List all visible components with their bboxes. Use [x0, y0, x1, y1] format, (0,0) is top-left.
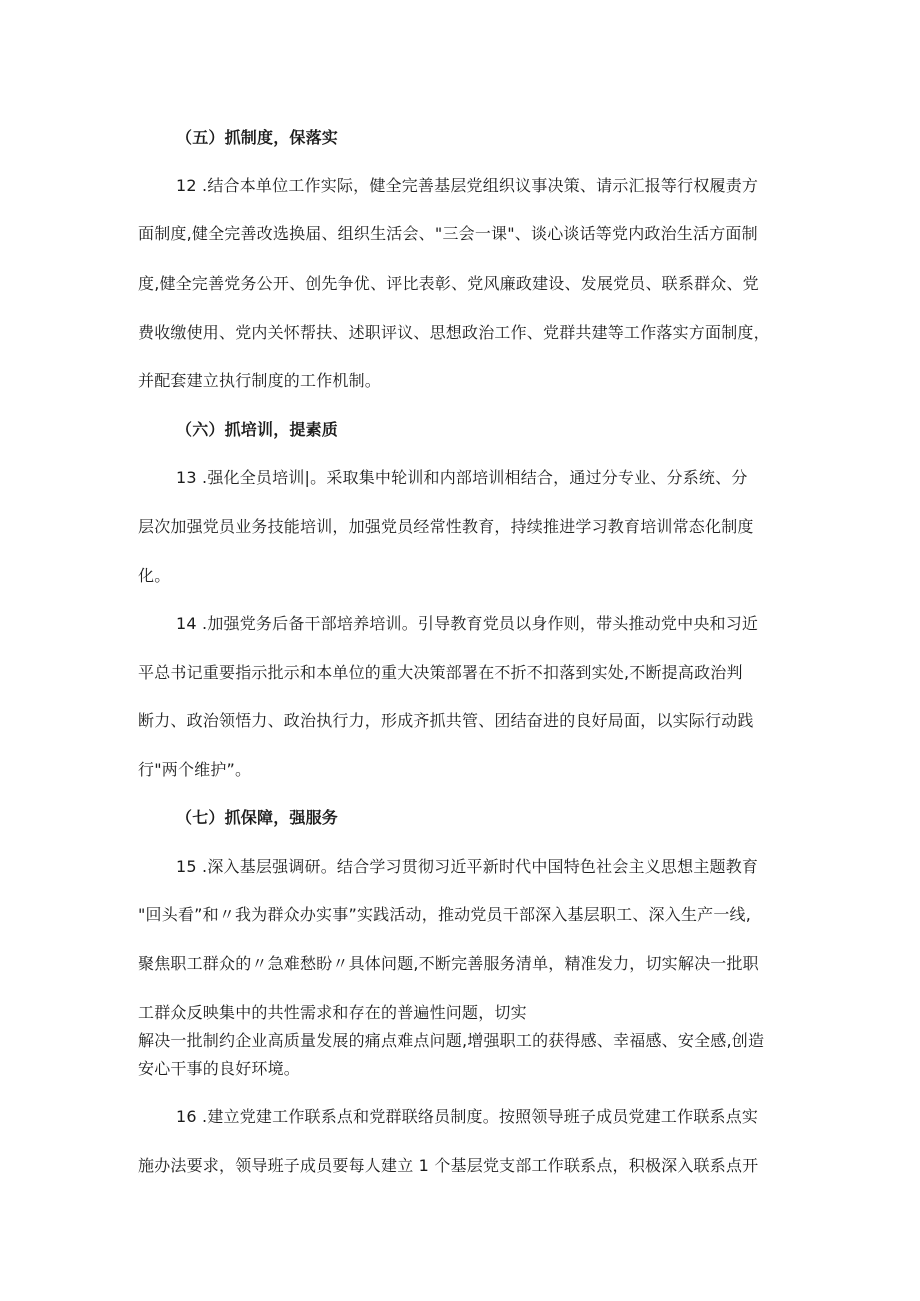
section-heading-6: （六）抓培训，提素质: [176, 420, 339, 439]
paragraph-13-line-2: 层次加强党员业务技能培训，加强党员经常性教育，持续推进学习教育培训常态化制度: [138, 517, 754, 536]
paragraph-15-line-1: 15 .深入基层强调研。结合学习贯彻习近平新时代中国特色社会主义思想主题教育: [176, 857, 759, 876]
paragraph-15-line-3: 聚焦职工群众的〃急难愁盼〃具体问题,不断完善服务清单，精准发力，切实解决一批职: [138, 954, 759, 973]
paragraph-14-line-1: 14 .加强党务后备干部培养培训。引导教育党员以身作则，带头推动党中央和习近: [176, 614, 759, 633]
paragraph-15-line-6: 安心干事的良好环境。: [138, 1059, 301, 1078]
paragraph-15-line-5: 解决一批制约企业高质量发展的痛点难点问题,增强职工的获得感、幸福感、安全感,创造: [138, 1031, 765, 1050]
paragraph-12-line-5: 并配套建立执行制度的工作机制。: [138, 371, 382, 390]
paragraph-15-line-2: "回头看”和〃我为群众办实事”实践活动，推动党员干部深入基层职工、深入生产一线,: [138, 905, 752, 924]
paragraph-12-line-4: 费收缴使用、党内关怀帮扶、述职评议、思想政治工作、党群共建等工作落实方面制度，: [138, 323, 770, 342]
paragraph-16-line-2: 施办法要求，领导班子成员要每人建立 1 个基层党支部工作联系点，积极深入联系点开: [138, 1156, 759, 1175]
paragraph-13-line-3: 化。: [138, 566, 171, 585]
paragraph-16-line-1: 16 .建立党建工作联系点和党群联络员制度。按照领导班子成员党建工作联系点实: [176, 1107, 759, 1126]
paragraph-14-line-4: 行"两个维护”。: [138, 760, 252, 779]
paragraph-14-line-3: 断力、政治领悟力、政治执行力，形成齐抓共管、团结奋进的良好局面，以实际行动践: [138, 711, 754, 730]
paragraph-14-line-2: 平总书记重要指示批示和本单位的重大决策部署在不折不扣落到实处,不断提高政治判: [138, 663, 743, 682]
paragraph-12-line-2: 面制度,健全完善改选换届、组织生活会、"三会一课"、谈心谈话等党内政治生活方面制: [138, 224, 758, 243]
section-heading-5: （五）抓制度，保落实: [176, 128, 339, 147]
section-heading-7: （七）抓保障，强服务: [176, 808, 339, 827]
paragraph-12-line-3: 度,健全完善党务公开、创先争优、评比表彰、党风廉政建设、发展党员、联系群众、党: [138, 274, 759, 293]
paragraph-12-line-1: 12 .结合本单位工作实际，健全完善基层党组织议事决策、请示汇报等行权履责方: [176, 176, 759, 195]
paragraph-13-line-1: 13 .强化全员培训|。采取集中轮训和内部培训相结合，通过分专业、分系统、分: [176, 468, 748, 487]
paragraph-15-line-4: 工群众反映集中的共性需求和存在的普遍性问题，切实: [138, 1003, 527, 1022]
